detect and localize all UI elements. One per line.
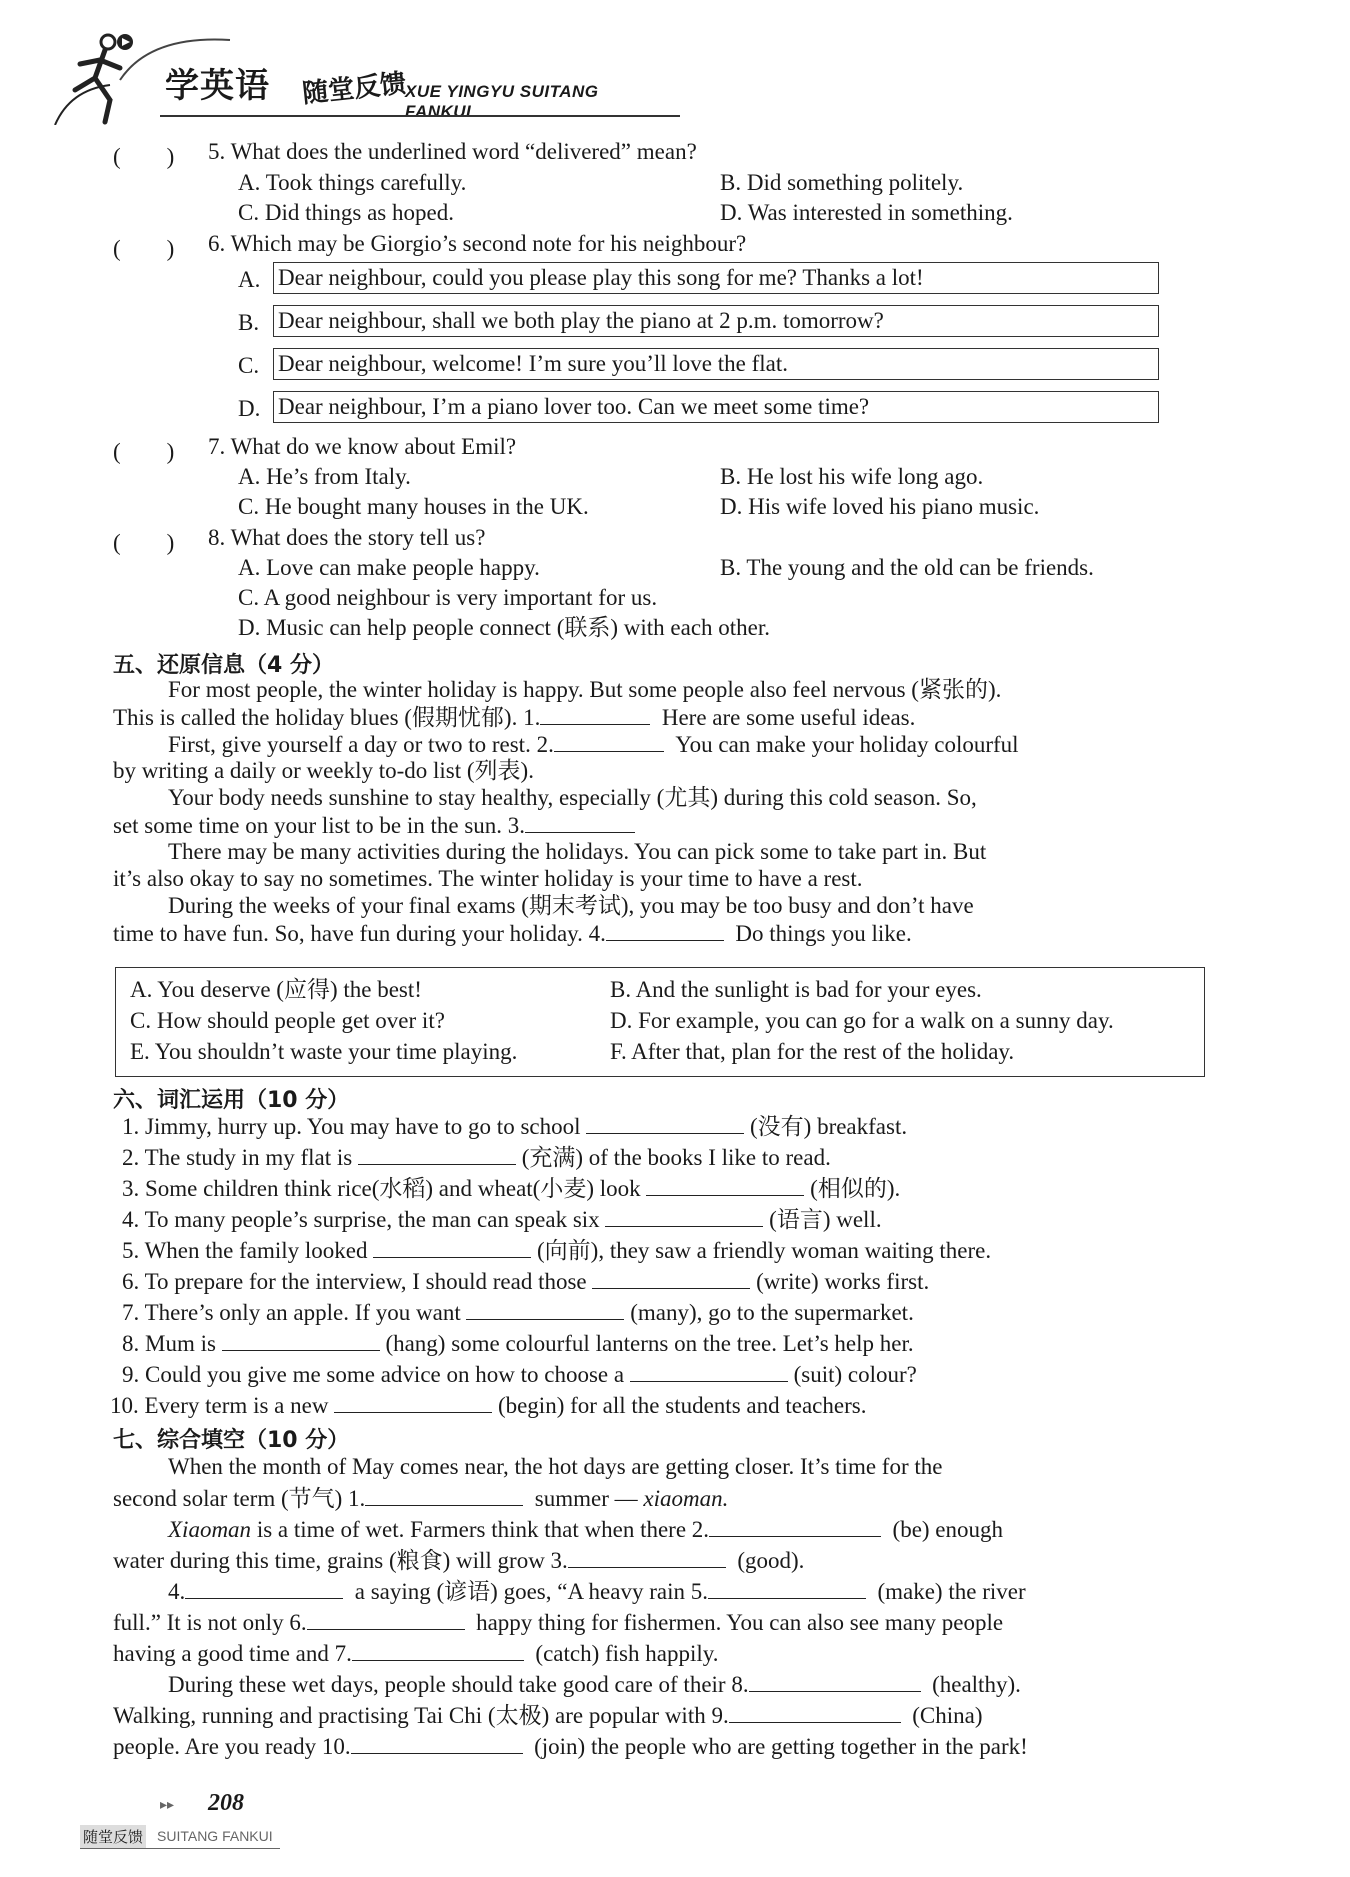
q7-option-b: B. He lost his wife long ago. xyxy=(720,464,984,489)
s7-blank-8[interactable] xyxy=(749,1671,921,1692)
answer-bracket[interactable]: ( ) xyxy=(113,236,175,261)
s7-blank-1[interactable] xyxy=(365,1485,523,1506)
s7-text: (good). xyxy=(737,1548,805,1573)
s6-blank[interactable] xyxy=(373,1237,531,1258)
s6-item-hint: (相似的). xyxy=(810,1176,901,1201)
q8-option-a: A. Love can make people happy. xyxy=(238,555,540,580)
q6-option-b-box: Dear neighbour, shall we both play the piano at 2 p.m. tomorrow? xyxy=(273,305,1159,337)
s7-line xyxy=(113,1733,1028,1760)
s6-item-hint: (充满) of the books I like to read. xyxy=(521,1145,831,1170)
s7-line xyxy=(168,1578,1026,1605)
s7-line xyxy=(113,1702,982,1729)
s7-line xyxy=(113,1485,728,1512)
s6-item-hint: (没有) breakfast. xyxy=(750,1114,908,1139)
s7-line xyxy=(168,1671,1021,1698)
s7-text: water during this time, grains (粮食) will grow 3. xyxy=(113,1548,568,1573)
s5-para2-line1 xyxy=(168,731,1019,758)
s6-item-text: 6. To prepare for the interview, I should read those xyxy=(122,1269,587,1294)
s7-blank-2[interactable] xyxy=(709,1516,881,1537)
s5-blank-4[interactable] xyxy=(606,920,724,941)
s7-blank-7[interactable] xyxy=(352,1640,524,1661)
page-header xyxy=(50,30,650,125)
s7-blank-6[interactable] xyxy=(307,1609,465,1630)
s6-blank[interactable] xyxy=(358,1144,516,1165)
s7-text: (be) enough xyxy=(892,1517,1004,1542)
s6-item xyxy=(122,1175,900,1202)
s7-line xyxy=(168,1516,1003,1543)
s5-option-b: B. And the sunlight is bad for your eyes. xyxy=(610,977,982,1002)
header-subtitle-cn: 随堂反馈 xyxy=(300,68,408,110)
s6-item xyxy=(122,1330,914,1357)
s7-text: (catch) fish happily. xyxy=(535,1641,719,1666)
s5-option-d: D. For example, you can go for a walk on a sunny day. xyxy=(610,1008,1114,1033)
s5-para1-line1: For most people, the winter holiday is happy. But some people also feel nervous (紧张的). xyxy=(168,677,1002,702)
q7-option-c: C. He bought many houses in the UK. xyxy=(238,494,589,519)
s5-para5-line1: During the weeks of your final exams (期末考试), you may be too busy and don’t have xyxy=(168,893,974,918)
page-arrow-icon: ▸▸ xyxy=(160,1798,175,1813)
s7-text-italic: xiaoman. xyxy=(643,1486,729,1511)
s6-blank[interactable] xyxy=(646,1175,804,1196)
q6-option-d-box: Dear neighbour, I’m a piano lover too. Can we meet some time? xyxy=(273,391,1159,423)
s7-text: (China) xyxy=(912,1703,983,1728)
section-5-title: 五、还原信息（4 分） xyxy=(113,653,334,678)
s7-blank-3[interactable] xyxy=(568,1547,726,1568)
s6-item-text: 9. Could you give me some advice on how to choose a xyxy=(122,1362,625,1387)
footer-rule xyxy=(80,1848,280,1849)
s6-item-text: 5. When the family looked xyxy=(122,1238,368,1263)
s7-text: full.” It is not only 6. xyxy=(113,1610,307,1635)
s6-item-text: 1. Jimmy, hurry up. You may have to go to school xyxy=(122,1114,581,1139)
question-5-stem: 5. What does the underlined word “delivered” mean? xyxy=(208,139,697,164)
s6-item-hint: (begin) for all the students and teachers. xyxy=(497,1393,867,1418)
s6-blank[interactable] xyxy=(605,1206,763,1227)
s5-para1-line2 xyxy=(113,704,915,731)
q7-option-a: A. He’s from Italy. xyxy=(238,464,411,489)
s5-text: time to have fun. So, have fun during your holiday. 4. xyxy=(113,921,606,946)
header-rule xyxy=(160,115,680,117)
q5-option-d: D. Was interested in something. xyxy=(720,200,1013,225)
s7-line xyxy=(113,1547,804,1574)
q6-option-a-letter: A. xyxy=(238,267,261,292)
s5-text: Here are some useful ideas. xyxy=(661,705,916,730)
s6-item-hint: (向前), they saw a friendly woman waiting there. xyxy=(537,1238,992,1263)
s7-text: (join) the people who are getting together in the park! xyxy=(534,1734,1028,1759)
s5-para3-line2 xyxy=(113,812,635,839)
s5-para4-line2: it’s also okay to say no sometimes. The winter holiday is your time to have a rest. xyxy=(113,866,863,891)
s6-blank[interactable] xyxy=(592,1268,750,1289)
q6-option-d-letter: D. xyxy=(238,396,261,421)
s6-item-hint: (many), go to the supermarket. xyxy=(630,1300,914,1325)
s7-text: second solar term (节气) 1. xyxy=(113,1486,366,1511)
s7-text: (make) the river xyxy=(877,1579,1026,1604)
s7-text: During these wet days, people should take good care of their 8. xyxy=(168,1672,749,1697)
s6-blank[interactable] xyxy=(334,1392,492,1413)
s5-para2-line2: by writing a daily or weekly to-do list (列表). xyxy=(113,758,534,783)
q8-option-b: B. The young and the old can be friends. xyxy=(720,555,1094,580)
q5-option-c: C. Did things as hoped. xyxy=(238,200,454,225)
s5-text: You can make your holiday colourful xyxy=(675,732,1019,757)
s7-text: is a time of wet. Farmers think that when there 2. xyxy=(256,1517,710,1542)
s6-blank[interactable] xyxy=(630,1361,788,1382)
q6-option-a-box: Dear neighbour, could you please play this song for me? Thanks a lot! xyxy=(273,262,1159,294)
q6-option-c-letter: C. xyxy=(238,353,260,378)
s5-text: set some time on your list to be in the sun. 3. xyxy=(113,813,526,838)
answer-bracket[interactable]: ( ) xyxy=(113,144,175,169)
s6-item xyxy=(122,1113,907,1140)
s7-text: (healthy). xyxy=(932,1672,1021,1697)
s7-text: 4. xyxy=(168,1579,186,1604)
s5-para4-line1: There may be many activities during the holidays. You can pick some to take part in. But xyxy=(168,839,987,864)
s7-blank-10[interactable] xyxy=(351,1733,523,1754)
header-title-en: XUE YINGYU SUITANG FANKUI xyxy=(405,82,599,121)
s7-text: a saying (谚语) goes, “A heavy rain 5. xyxy=(354,1579,708,1604)
s5-option-e: E. You shouldn’t waste your time playing. xyxy=(130,1039,518,1064)
section-7-title: 七、综合填空（10 分） xyxy=(113,1428,350,1453)
s7-blank-9[interactable] xyxy=(729,1702,901,1723)
s5-para5-line2 xyxy=(113,920,912,947)
header-title-cn: 学英语 xyxy=(165,66,270,106)
s7-text: having a good time and 7. xyxy=(113,1641,352,1666)
q6-option-c-box: Dear neighbour, welcome! I’m sure you’ll love the flat. xyxy=(273,348,1159,380)
s7-text: people. Are you ready 10. xyxy=(113,1734,351,1759)
s6-item-hint: (write) works first. xyxy=(756,1269,930,1294)
s6-item xyxy=(122,1237,991,1264)
s5-option-a: A. You deserve (应得) the best! xyxy=(130,977,422,1002)
section-6-title: 六、词汇运用（10 分） xyxy=(113,1088,350,1113)
s5-text: This is called the holiday blues (假期忧郁). 1. xyxy=(113,705,541,730)
s6-item-text: 4. To many people’s surprise, the man can speak six xyxy=(122,1207,600,1232)
page-number: 208 xyxy=(208,1790,244,1816)
s5-text: First, give yourself a day or two to rest. 2. xyxy=(168,732,554,757)
s7-text: happy thing for fishermen. You can also see many people xyxy=(476,1610,1004,1635)
s6-item-hint: (语言) well. xyxy=(769,1207,882,1232)
q8-option-d: D. Music can help people connect (联系) with each other. xyxy=(238,615,771,640)
s6-item xyxy=(122,1361,917,1388)
q7-option-d: D. His wife loved his piano music. xyxy=(720,494,1040,519)
s5-option-f: F. After that, plan for the rest of the holiday. xyxy=(610,1039,1015,1064)
s7-text: Walking, running and practising Tai Chi (太极) are popular with 9. xyxy=(113,1703,729,1728)
s6-item-text: 2. The study in my flat is xyxy=(122,1145,353,1170)
s7-line xyxy=(113,1640,719,1667)
s6-item-text: 8. Mum is xyxy=(122,1331,216,1356)
q8-option-c: C. A good neighbour is very important for us. xyxy=(238,585,658,610)
s7-line xyxy=(113,1609,1003,1636)
s6-item-hint: (suit) colour? xyxy=(793,1362,917,1387)
s6-item xyxy=(110,1392,866,1419)
s7-blank-5[interactable] xyxy=(708,1578,866,1599)
s6-blank[interactable] xyxy=(466,1299,624,1320)
s6-item xyxy=(122,1206,882,1233)
s7-text: summer — xyxy=(534,1486,638,1511)
s6-item-text: 3. Some children think rice(水稻) and wheat(小麦) look xyxy=(122,1176,641,1201)
s6-blank[interactable] xyxy=(586,1113,744,1134)
s6-item-hint: (hang) some colourful lanterns on the tree. Let’s help her. xyxy=(385,1331,914,1356)
question-7-stem: 7. What do we know about Emil? xyxy=(208,434,517,459)
s5-option-c: C. How should people get over it? xyxy=(130,1008,445,1033)
s5-para3-line1: Your body needs sunshine to stay healthy, especially (尤其) during this cold season. So, xyxy=(168,785,977,810)
s5-blank-2[interactable] xyxy=(554,731,664,752)
s6-item xyxy=(122,1144,831,1171)
q6-option-b-letter: B. xyxy=(238,310,260,335)
s6-item xyxy=(122,1299,914,1326)
q5-option-a: A. Took things carefully. xyxy=(238,170,467,195)
footer-tag-en: SUITANG FANKUI xyxy=(157,1828,273,1844)
q5-option-b: B. Did something politely. xyxy=(720,170,964,195)
footer-tag: 随堂反馈 xyxy=(80,1825,146,1848)
s6-item-text: 7. There’s only an apple. If you want xyxy=(122,1300,461,1325)
s7-line: When the month of May comes near, the hot days are getting closer. It’s time for the xyxy=(168,1454,943,1479)
s5-text: Do things you like. xyxy=(735,921,912,946)
s7-text-italic: Xiaoman xyxy=(168,1517,252,1542)
s6-item xyxy=(122,1268,929,1295)
question-6-stem: 6. Which may be Giorgio’s second note for his neighbour? xyxy=(208,231,747,256)
s5-blank-3[interactable] xyxy=(525,812,635,833)
s7-blank-4[interactable] xyxy=(185,1578,343,1599)
s5-blank-1[interactable] xyxy=(540,704,650,725)
question-8-stem: 8. What does the story tell us? xyxy=(208,525,486,550)
s6-blank[interactable] xyxy=(222,1330,380,1351)
answer-bracket[interactable]: ( ) xyxy=(113,439,175,464)
answer-bracket[interactable]: ( ) xyxy=(113,530,175,555)
s6-item-text: 10. Every term is a new xyxy=(110,1393,329,1418)
